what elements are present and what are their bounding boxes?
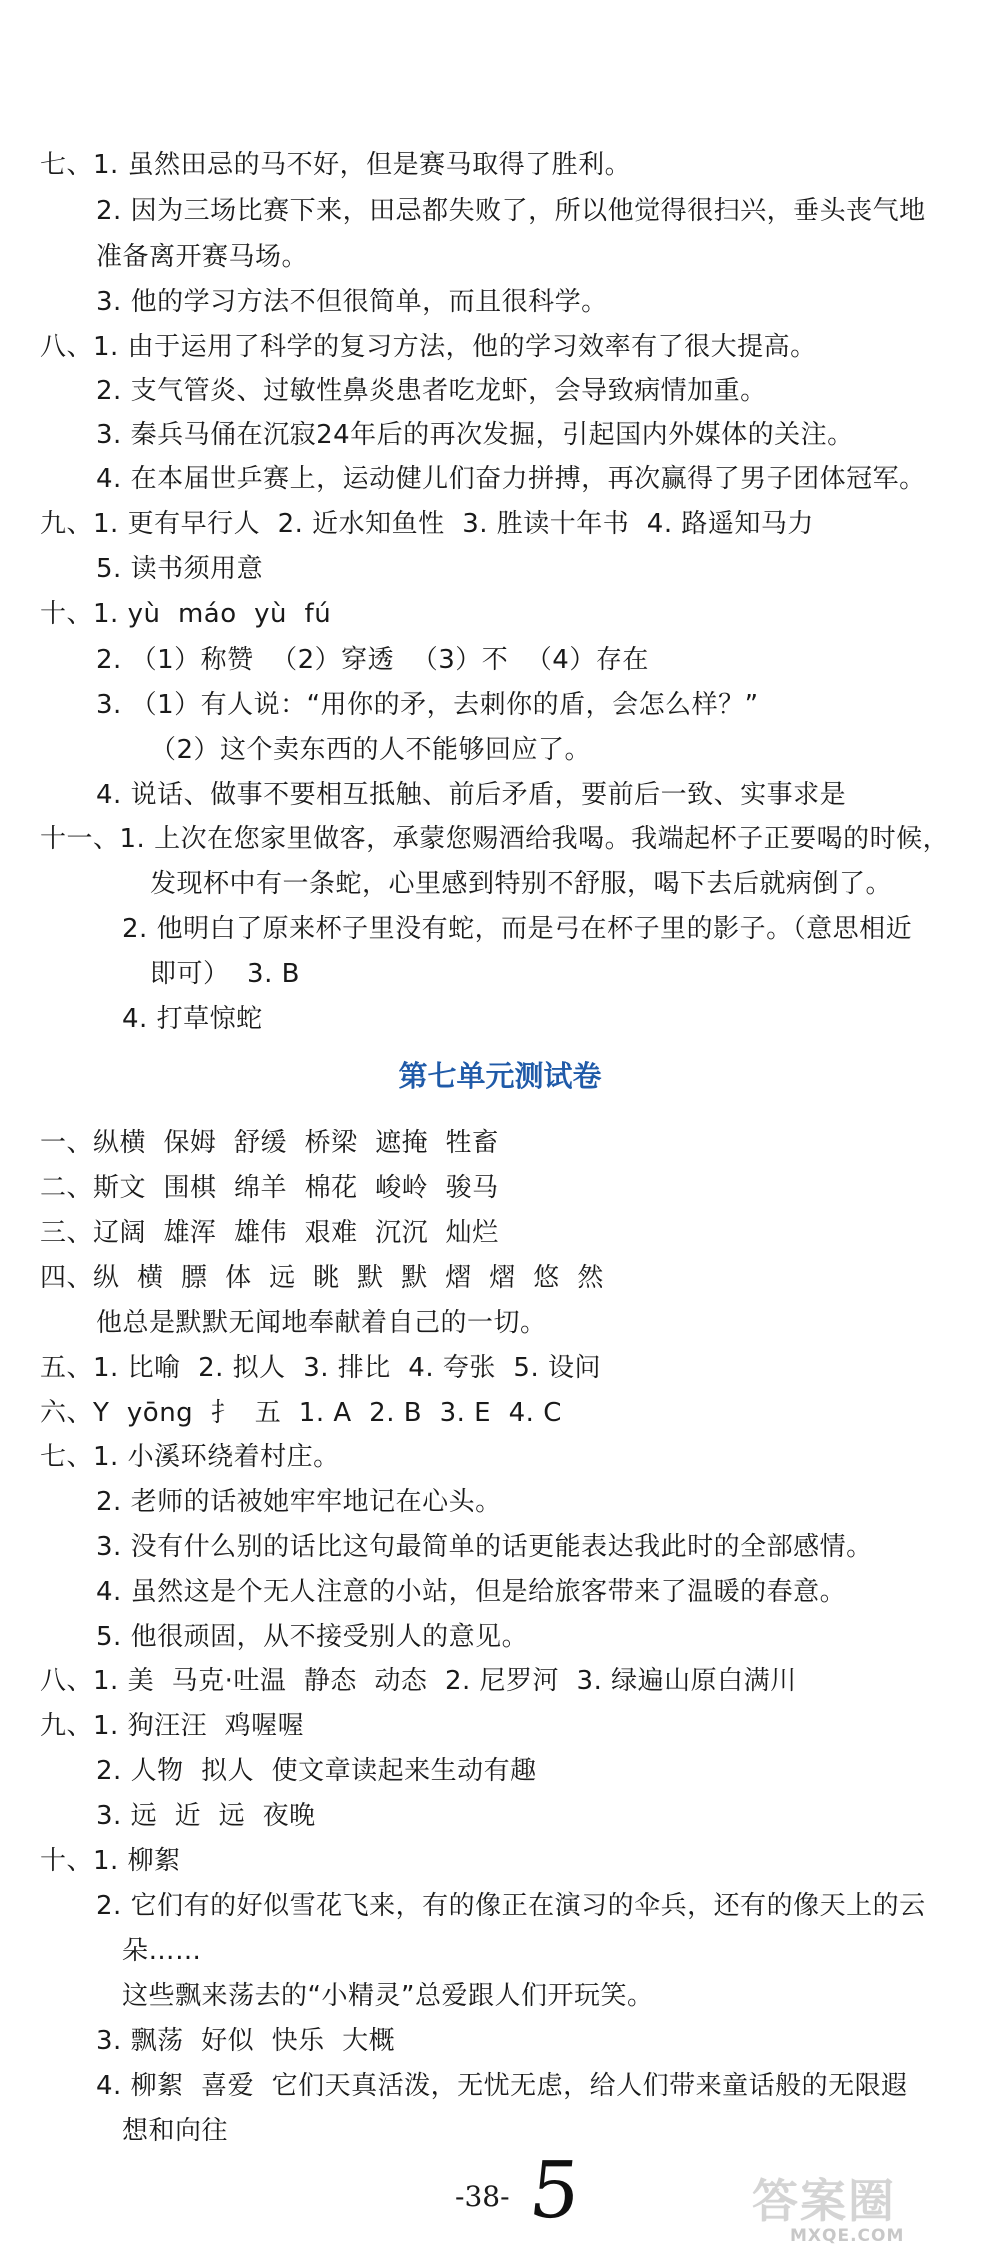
answer-line: 2. 他明白了原来杯子里没有蛇，而是弓在杯子里的影子。（意思相近 [122,914,913,944]
answer-line: 十、1. 柳絮 [40,1846,181,1876]
answer-line: 3. 飘荡 好似 快乐 大概 [96,2026,396,2056]
watermark-url: MXQE.COM [790,2226,905,2246]
answer-line: 想和向往 [122,2116,229,2146]
answer-line: 2. 老师的话被她牢牢地记在心头。 [96,1487,502,1517]
answer-line: 七、1. 虽然田忌的马不好，但是赛马取得了胜利。 [40,150,632,180]
answer-line: 2. 它们有的好似雪花飞来，有的像正在演习的伞兵，还有的像天上的云 [96,1891,926,1921]
answer-line: 4. 虽然这是个无人注意的小站，但是给旅客带来了温暖的春意。 [96,1577,847,1607]
answer-line: 2. 人物 拟人 使文章读起来生动有趣 [96,1756,537,1786]
answer-line: 朵…… [122,1936,202,1966]
answer-line: 2. 因为三场比赛下来，田忌都失败了，所以他觉得很扫兴，垂头丧气地 [96,196,926,226]
watermark-text: 答案圈 [752,2174,896,2228]
answer-line: （2）这个卖东西的人不能够回应了。 [150,735,592,765]
answer-line: 一、纵横 保姆 舒缓 桥梁 遮掩 牲畜 [40,1128,499,1158]
answer-line: 五、1. 比喻 2. 拟人 3. 排比 4. 夸张 5. 设问 [40,1353,601,1383]
answer-line: 他总是默默无闻地奉献着自己的一切。 [96,1308,547,1338]
answer-line: 这些飘来荡去的“小精灵”总爱跟人们开玩笑。 [122,1981,654,2011]
answer-line: 3. 没有什么别的话比这句最简单的话更能表达我此时的全部感情。 [96,1532,873,1562]
answer-line: 准备离开赛马场。 [96,242,309,272]
answer-line: 2. 支气管炎、过敏性鼻炎患者吃龙虾，会导致病情加重。 [96,376,767,406]
answer-line: 4. 在本届世乒赛上，运动健儿们奋力拼搏，再次赢得了男子团体冠军。 [96,464,926,494]
answer-line: 3. 远 近 远 夜晚 [96,1801,316,1831]
answer-line: 八、1. 由于运用了科学的复习方法，他的学习效率有了很大提高。 [40,332,817,362]
answer-line: 九、1. 狗汪汪 鸡喔喔 [40,1711,305,1741]
answer-line: 三、辽阔 雄浑 雄伟 艰难 沉沉 灿烂 [40,1218,499,1248]
answer-line: 5. 他很顽固，从不接受别人的意见。 [96,1622,529,1652]
answer-line: 四、纵 横 膘 体 远 眺 默 默 熠 熠 悠 然 [40,1263,604,1293]
answer-line: 发现杯中有一条蛇，心里感到特别不舒服，喝下去后就病倒了。 [150,869,893,899]
handwritten-mark: 5 [525,2146,585,2236]
answer-line: 4. 说话、做事不要相互抵触、前后矛盾，要前后一致、实事求是 [96,780,847,810]
page-number: -38- [455,2180,510,2213]
answer-line: 七、1. 小溪环绕着村庄。 [40,1442,340,1472]
answer-line: 2. （1）称赞 （2）穿透 （3）不 （4）存在 [96,645,649,675]
answer-line: 八、1. 美 马克·吐温 静态 动态 2. 尼罗河 3. 绿遍山原白满川 [40,1666,797,1696]
answer-line: 十、1. yù máo yù fú [40,599,332,629]
answer-line: 二、斯文 围棋 绵羊 棉花 峻岭 骏马 [40,1173,499,1203]
answer-line: 3. 秦兵马俑在沉寂24年后的再次发掘，引起国内外媒体的关注。 [96,420,854,450]
watermark-logo [752,2174,982,2248]
answer-line: 4. 柳絮 喜爱 它们天真活泼，无忧无虑，给人们带来童话般的无限遐 [96,2071,908,2101]
answer-line: 十一、1. 上次在您家里做客，承蒙您赐酒给我喝。我端起杯子正要喝的时候， [40,824,950,854]
answer-line: 即可） 3. B [150,959,300,989]
answer-line: 3. 他的学习方法不但很简单，而且很科学。 [96,287,608,317]
answer-line: 4. 打草惊蛇 [122,1004,263,1034]
answer-line: 九、1. 更有早行人 2. 近水知鱼性 3. 胜读十年书 4. 路遥知马力 [40,509,814,539]
answer-line: 3. （1）有人说：“用你的矛，去刺你的盾，会怎么样？” [96,690,759,720]
answer-line: 5. 读书须用意 [96,554,264,584]
section-heading-unit7: 第七单元测试卷 [398,1059,602,1093]
answer-line: 六、Y yōng 扌 五 1. A 2. B 3. E 4. C [40,1398,562,1428]
